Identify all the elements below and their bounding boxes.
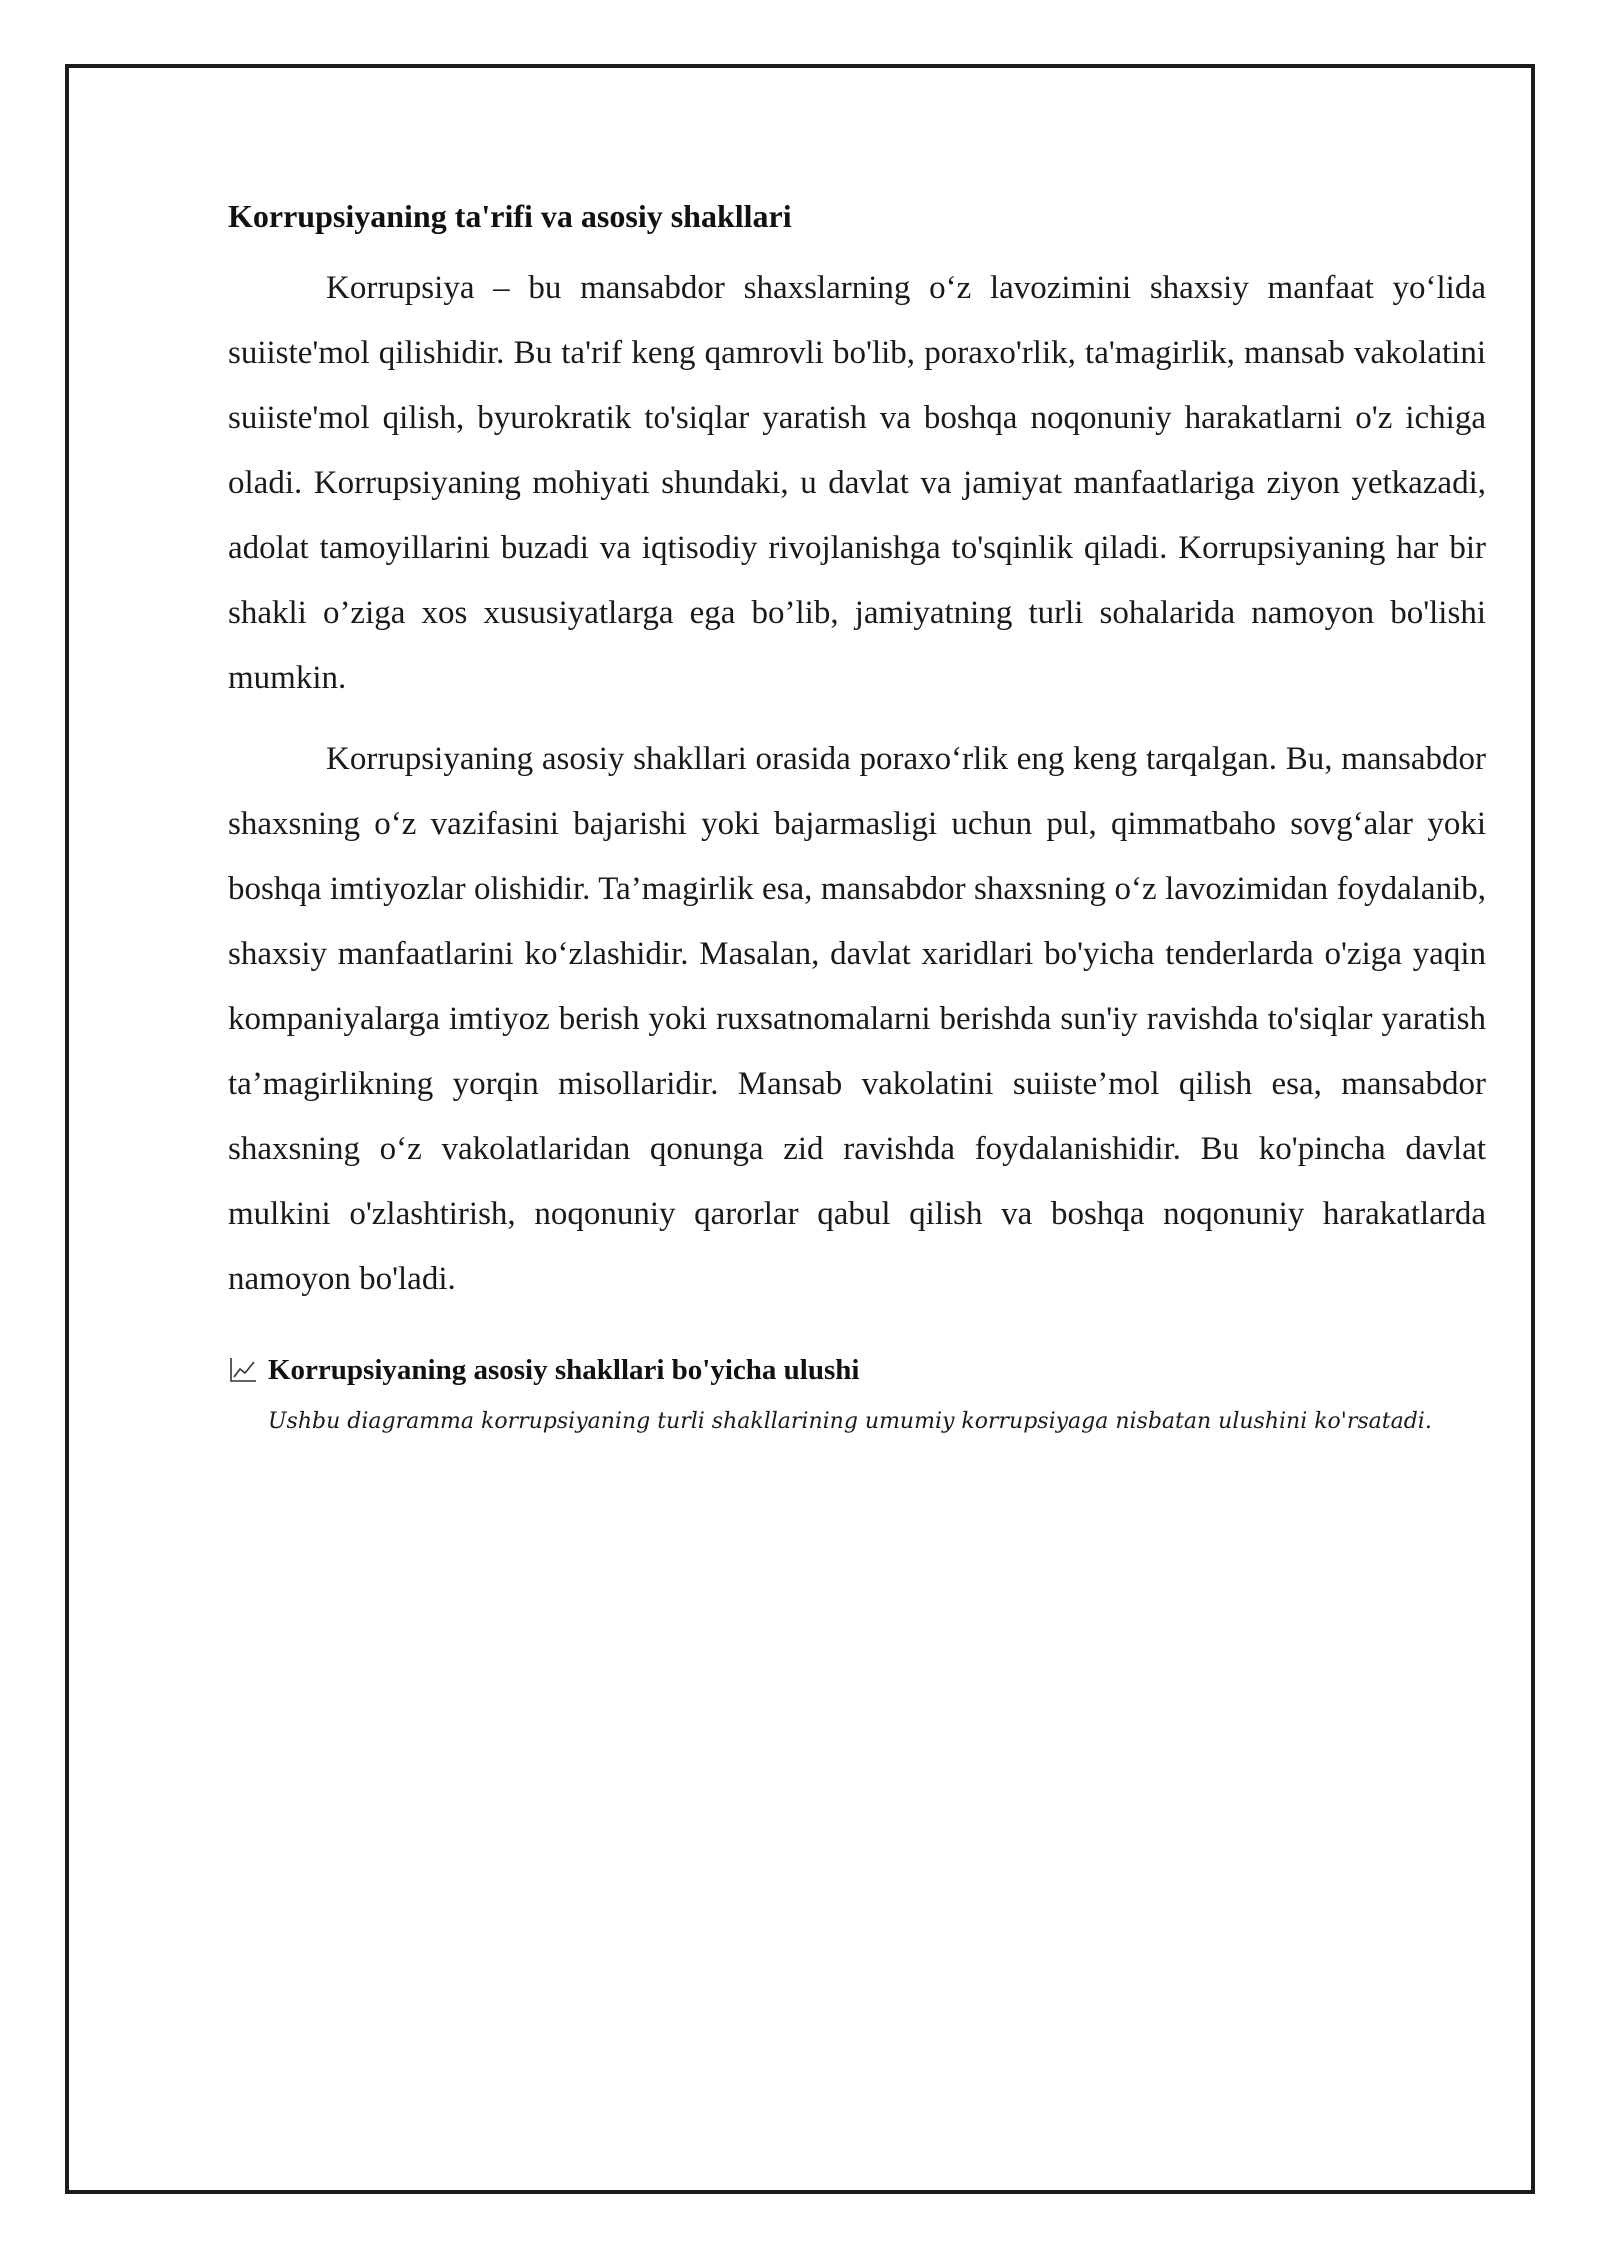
chart-line-icon <box>228 1356 258 1384</box>
figure-heading <box>228 1352 1486 1388</box>
figure-block <box>228 1352 1486 1438</box>
figure-title: Korrupsiyaning asosiy shakllari bo'yicha ulushi <box>268 1354 860 1386</box>
paragraph-definition: Korrupsiya – bu mansabdor shaxslarning o‘z lavozimini shaxsiy manfaat yo‘lida suiiste'mol qilishidir. Bu ta'rif keng qamrovli bo'lib, poraxo'rlik, ta'magirlik, mansab vakolatini suiiste'mol qilish, byurokratik to'siqlar yaratish va boshqa noqonuniy harakatlarni o'z ichiga oladi. Korrupsiyaning mohiyati shundaki, u davlat va jamiyat manfaatlariga ziyon yetkazadi, adolat tamoyillarini buzadi va iqtisodiy rivojlanishga to'sqinlik qiladi. Korrupsiyaning har bir shakli o’ziga xos xususiyatlarga ega bo’lib, jamiyatning turli sohalarida namoyon bo'lishi mumkin. <box>228 270 1486 696</box>
paragraph-forms: Korrupsiyaning asosiy shakllari orasida poraxo‘rlik eng keng tarqalgan. Bu, mansabdor shaxsning o‘z vazifasini bajarishi yoki bajarmasligi uchun pul, qimmatbaho sovg‘alar yoki boshqa imtiyozlar olishidir. Ta’magirlik esa, mansabdor shaxsning o‘z lavozimidan foydalanib, shaxsiy manfaatlarini ko‘zlashidir. Masalan, davlat xaridlari bo'yicha tenderlarda o'ziga yaqin kompaniyalarga imtiyoz berish yoki ruxsatnomalarni berishda sun'iy ravishda to'siqlar yaratish ta’magirlikning yorqin misollaridir. Mansab vakolatini suiiste’mol qilish esa, mansabdor shaxsning o‘z vakolatlaridan qonunga zid ravishda foydalanishidir. Bu ko'pincha davlat mulkini o'zlashtirish, noqonuniy qarorlar qabul qilish va boshqa noqonuniy harakatlarda namoyon bo'ladi. <box>228 741 1486 1297</box>
section-title: Korrupsiyaning ta'rifi va asosiy shakllari <box>228 198 792 234</box>
figure-caption: Ushbu diagramma korrupsiyaning turli shakllarining umumiy korrupsiyaga nisbatan ulushini ko'rsatadi. <box>268 1409 1432 1434</box>
document-content <box>228 196 1486 1438</box>
